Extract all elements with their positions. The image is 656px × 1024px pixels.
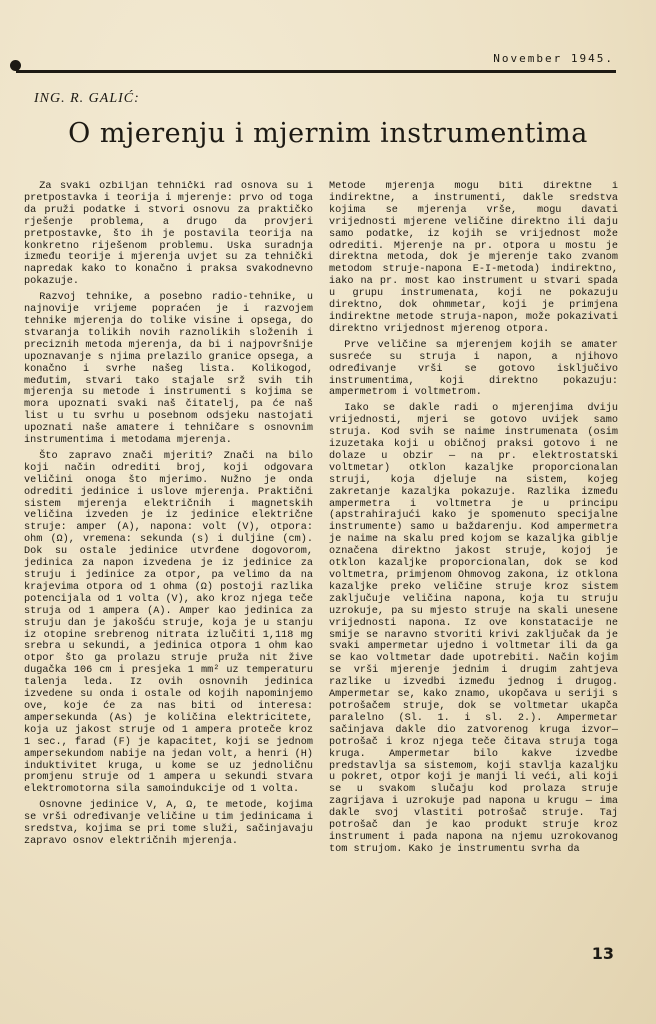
page-number: 13 <box>591 944 614 963</box>
article-title: O mjerenju i mjernim instrumentima <box>68 118 588 149</box>
header-rule <box>16 70 616 73</box>
paragraph: Iako se dakle radi o mjerenjima dviju vrijednosti, mjeri se gotovo uvijek samo struja. Kod svih se naime instrumenata (osim izuzetaka koji u običnoj praksi gotovo i ne dolaze u obzir — na pr. elektrostatski voltmetar) otklon kazaljke proporcionalan struji, koja djeluje na sistem, kojeg zakretanje kazaljka pokazuje. Razlika između ampermetra i voltmetra je u principu (apstrahirajući kako je spomenuto specijalne instrumente) samo u baždarenju. Kod ampermetra je naime na skalu pred kojom se kazaljka giblje označena direktno jakost struje, kojoj je otklon kazaljke proporcionalan, dok se kod voltmetra, primjenom Ohmovog zakona, iz otklona kazaljke preko veličine struje kroz sistem zaključuje veličina napona, koja tu struju uzrokuje, pa su mjesto struje na skali unesene vrijednosti napona. Iz ove konstatacije ne smije se naravno stvoriti krivi zaključak da je svaki ampermetar ujedno i voltmetar ili da ga se kao voltmetar dade upotrebiti. Način kojim se vrši mjerenje jednim i drugim zahtjeva razlike u izvedbi između jednog i drugog. Ampermetar se, kako znamo, ukopčava u seriji s potrošačem struje, dok se voltmetar ukapča paralelno (Sl. 1. i sl. 2.). Ampermetar sačinjava dakle dio zatvorenog kruga izvor—potrošač i kroz njega teče čitava struja toga kruga. Ampermetar bilo kakve izvedbe predstavlja sa sistemom, koji stavlja kazaljku u pokret, otpor koji je manji li veći, ali koji se u svakom slučaju kod prolaza struje zagrijava i uzrokuje pad napona u krugu — ima dakle svoj vlastiti potrošač struje. Taj potrošač dan je kao produkt struje kroz instrument i pada napona na njemu uzrokovanog tom strujom. Kako je instrumentu svrha da <box>329 403 618 855</box>
article-body <box>24 181 618 961</box>
paragraph: Za svaki ozbiljan tehnički rad osnova su i pretpostavka i teorija i mjerenje: prvo od toga da pruži podatke i stvori osnovu za praktičko rješenje problema, a drugo da provjeri pretpostavke, što ih je postavila teorija na konkretno riješenom problemu. Uska suradnja između teorije i mjerenja uvjet su za tehnički napredak kako to konačno i praksa svakodnevno pokazuje. <box>24 181 313 288</box>
right-column <box>329 181 618 961</box>
paragraph: Metode mjerenja mogu biti direktne i indirektne, a instrumenti, dakle sredstva kojima se mjerenja vrše, mogu davati vrijednosti mjerene veličine direktno ili daju samo podatke, iz kojih se vrijednost može odrediti. Mjerenje na pr. otpora u mostu je direktna metoda, dok je mjerenje tako zvanom metodom struje-napona E-I-metoda) indirektno, iako na pr. most kao instrument u stvari spada u grupu instrumenata, koji ne pokazuju direktno, dok ohmmetar, koji je primjena indirektne metode struja-napon, može pokazivati direktno vrijednost mjerenog otpora. <box>329 181 618 335</box>
left-column <box>24 181 313 961</box>
paragraph: Prve veličine sa mjerenjem kojih se amater susreće su struja i napon, a njihovo određivanje vrši se gotovo isključivo instrumentima, koji direktno pokazuju: ampermetrom i voltmetrom. <box>329 339 618 399</box>
paragraph: Razvoj tehnike, a posebno radio-tehnike, u najnovije vrijeme popraćen je i razvojem tehnike mjerenja do tolike visine i opsega, do stvaranja tolikih novih raznolikih složenih i preciznih metoda mjerenja, da bi i najpovršnije upoznavanje s njima prelazilo granice opsega, a konačno i svrhe našeg lista. Kolikogod, međutim, stvari tako stajale srž svih tih mjerenja su metode i instrumenti s kojima se mora upoznati svaki naš čitatelj, pa će naš list u tu svrhu u posebnom odsjeku nastojati upoznati naše amatere i tehničare s osnovnim instrumentima i metodama mjerenja. <box>24 292 313 447</box>
page-header <box>10 52 616 74</box>
article-author: ING. R. GALIĆ: <box>34 91 140 106</box>
paragraph: Osnovne jedinice V, A, Ω, te metode, kojima se vrši određivanje veličine u tim jedinicama i sredstva, kojima se pri tome služi, sačinjavaju zapravo osnov električnih mjerenja. <box>24 800 313 847</box>
issue-date: November 1945. <box>493 52 614 65</box>
paragraph: Što zapravo znači mjeriti? Znači na bilo koji način odrediti broj, koji odgovara veličini onoga što mjerimo. Nužno je onda odrediti jedinice i uslove mjerenja. Praktični sistem mjerenja električnih i magnetskih veličina izveden je iz jedinice električne struje: amper (A), napona: volt (V), otpora: ohm (Ω), vremena: sekunda (s) i duljine (cm). Dok su ostale jedinice utvrđene dogovorom, jedinica za napon izvedena je iz jedinice za struju i jedinice za otpor, pa velimo da na krajevima otpora od 1 ohma (Ω) postoji razlika potencijala od 1 volta (V), ako kroz njega teče struja od 1 ampera (A). Amper kao jedinica za struju dan je jakošću struje, koja je u stanju iz otopine srebrenog nitrata izlučiti 1,118 mg srebra u sekundi, a jedinica otpora 1 ohm kao otpor što ga prolazu struje pruža nit žive dugačka 106 cm i presjeka 1 mm² uz temperaturu talenja leda. Iz ovih osnovnih jedinica izvedene su onda i ostale od kojih napominjemo ove, koje će za nas biti od interesa: ampersekunda (As) je količina elektricitete, koja uz jakost struje od 1 ampera proteče kroz 1 sec., farad (F) je kapacitet, koji se jednom ampersekundom nabije na jedan volt, a henri (H) induktivitet kruga, u kome se uz jednoličnu promjenu struje od 1 ampera u sekundi stvara elektromotorna sila samoindukcije od 1 volta. <box>24 450 313 796</box>
